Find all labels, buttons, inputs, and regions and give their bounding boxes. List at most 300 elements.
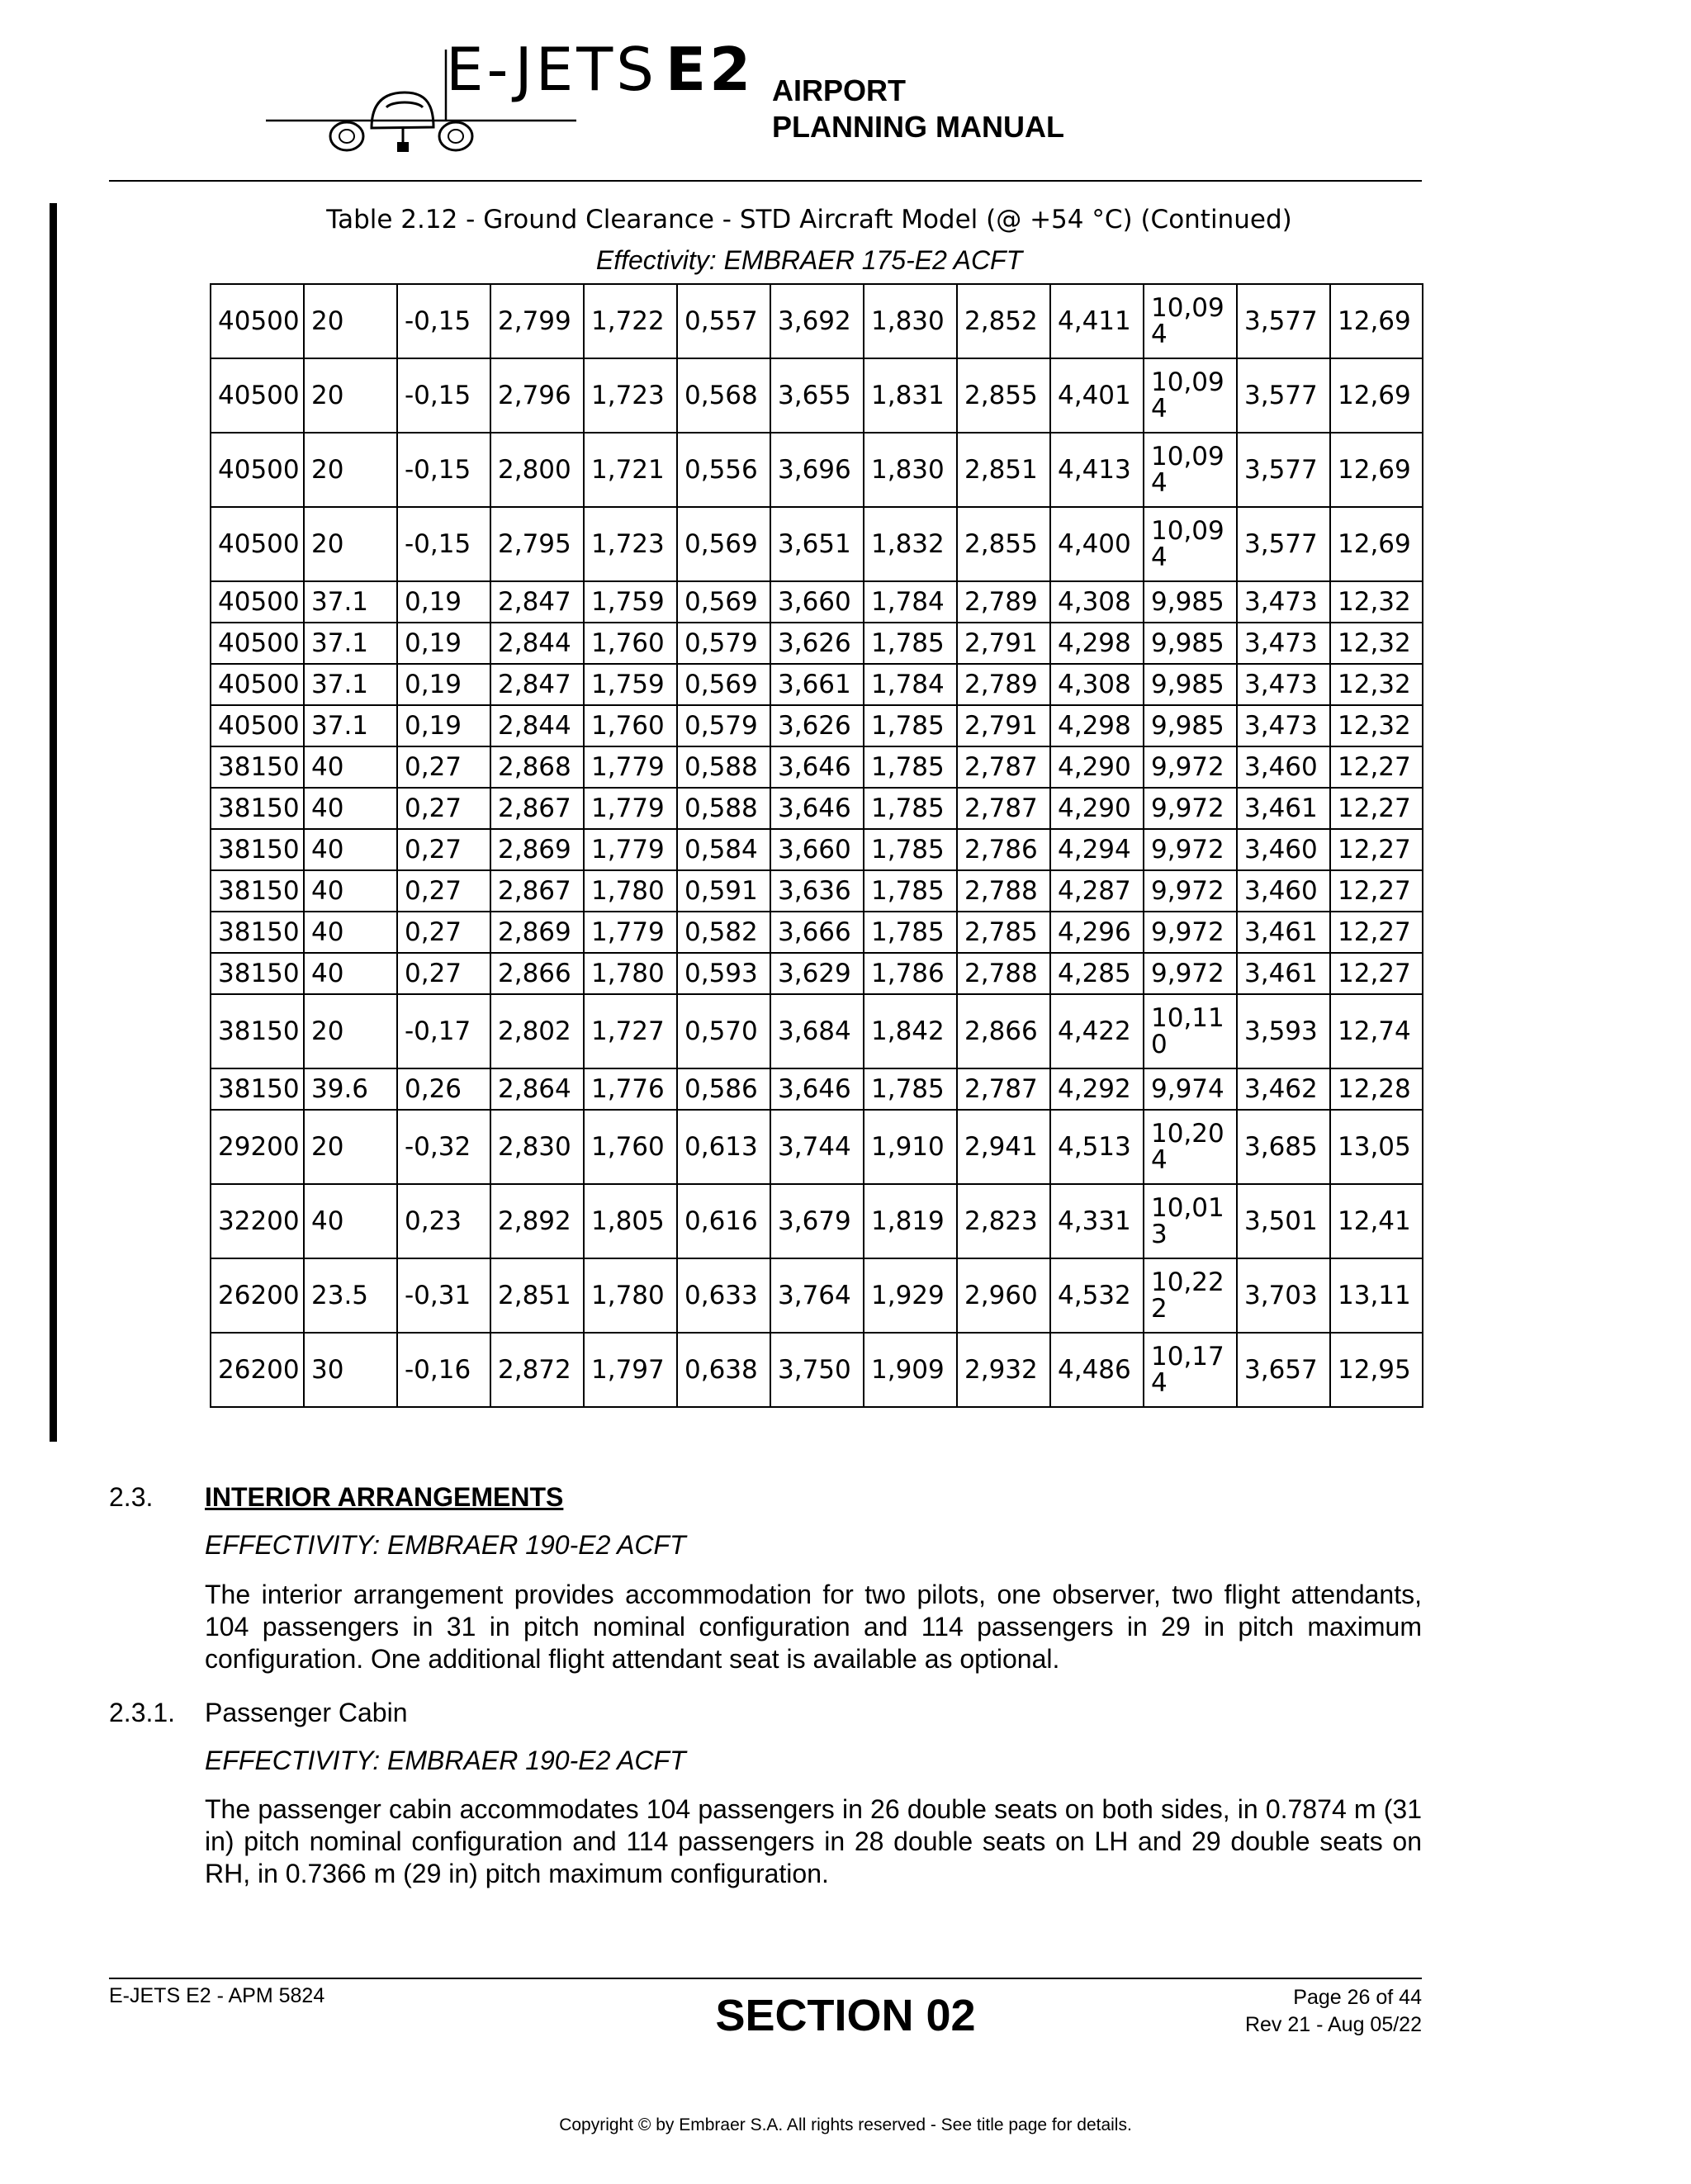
table-cell: 0,569	[677, 507, 770, 581]
table-cell: 40500	[211, 507, 304, 581]
table-cell: 2,869	[490, 912, 584, 953]
table-cell: 3,684	[770, 994, 864, 1068]
table-cell: 1,909	[864, 1333, 957, 1407]
table-cell: 38150	[211, 870, 304, 912]
table-cell: 1,832	[864, 507, 957, 581]
table-cell: 1,785	[864, 1068, 957, 1110]
table-cell: 1,830	[864, 284, 957, 358]
table-cell: 0,582	[677, 912, 770, 953]
table-cell: 1,779	[584, 829, 677, 870]
table-cell: 2,872	[490, 1333, 584, 1407]
table-row	[211, 581, 1423, 623]
table-cell: 12,74	[1330, 994, 1423, 1068]
table-cell: -0,15	[397, 507, 490, 581]
table-cell: 3,629	[770, 953, 864, 994]
table-cell	[1144, 1333, 1237, 1407]
table-cell: 3,461	[1237, 953, 1330, 994]
table-cell: 1,805	[584, 1184, 677, 1258]
table-cell-line: 10,09	[1151, 442, 1224, 471]
section-paragraph: The interior arrangement provides accommodation for two pilots, one observer, two flight attendants, 104 passengers in 31 in pitch nominal configuration and 114 passengers in 29 in pitch maximum configuration. One additional flight attendant seat is available as optional.	[205, 1580, 1422, 1674]
table-cell: 1,784	[864, 581, 957, 623]
table-cell: 1,786	[864, 953, 957, 994]
section-title: INTERIOR ARRANGEMENTS	[205, 1482, 564, 1512]
table-cell: 1,785	[864, 623, 957, 664]
table-cell: 3,696	[770, 433, 864, 507]
table-cell: 2,787	[957, 746, 1050, 788]
table-cell: 3,461	[1237, 912, 1330, 953]
table-cell: 4,298	[1050, 623, 1144, 664]
manual-title	[772, 73, 1064, 145]
table-cell: 9,972	[1144, 746, 1237, 788]
table-cell: 3,577	[1237, 284, 1330, 358]
table-cell: 9,972	[1144, 788, 1237, 829]
table-cell: 26200	[211, 1333, 304, 1407]
table-cell: 3,764	[770, 1258, 864, 1333]
table-cell: 12,41	[1330, 1184, 1423, 1258]
table-cell: 1,830	[864, 433, 957, 507]
table-cell: 3,661	[770, 664, 864, 705]
table-cell: 40	[304, 829, 397, 870]
table-cell: 1,785	[864, 870, 957, 912]
table-cell: 37.1	[304, 664, 397, 705]
table-cell: 0,584	[677, 829, 770, 870]
table-cell	[1144, 994, 1237, 1068]
table-cell: 1,760	[584, 623, 677, 664]
footer-divider	[109, 1978, 1422, 1979]
table-cell: 1,722	[584, 284, 677, 358]
table-cell-line: 10,20	[1151, 1119, 1224, 1149]
table-cell: 3,461	[1237, 788, 1330, 829]
table-cell: 2,844	[490, 705, 584, 746]
manual-title-line2: PLANNING MANUAL	[772, 110, 1064, 144]
table-cell	[1144, 358, 1237, 433]
table-row	[211, 433, 1423, 507]
table-cell: 2,795	[490, 507, 584, 581]
table-cell: 1,780	[584, 870, 677, 912]
table-cell: 12,69	[1330, 284, 1423, 358]
table-cell: 2,823	[957, 1184, 1050, 1258]
table-cell: 2,868	[490, 746, 584, 788]
table-cell: 1,785	[864, 912, 957, 953]
table-cell: 4,486	[1050, 1333, 1144, 1407]
table-cell: 2,787	[957, 788, 1050, 829]
table-cell: 20	[304, 507, 397, 581]
table-row	[211, 953, 1423, 994]
table-cell: 1,760	[584, 1110, 677, 1184]
table-cell: 3,462	[1237, 1068, 1330, 1110]
table-cell: 1,785	[864, 829, 957, 870]
table-row	[211, 1184, 1423, 1258]
table-cell: 12,27	[1330, 912, 1423, 953]
table-cell	[1144, 1184, 1237, 1258]
table-cell: 13,11	[1330, 1258, 1423, 1333]
table-cell: 3,460	[1237, 829, 1330, 870]
ground-clearance-table	[210, 283, 1423, 1408]
footer-page: Page 26 of 44	[1293, 1986, 1422, 2009]
table-cell: 4,308	[1050, 581, 1144, 623]
table-cell: 3,460	[1237, 746, 1330, 788]
table-cell: 38150	[211, 829, 304, 870]
table-cell: 9,985	[1144, 581, 1237, 623]
table-row	[211, 1068, 1423, 1110]
table-cell: 23.5	[304, 1258, 397, 1333]
table-cell: 4,290	[1050, 788, 1144, 829]
table-cell: 3,750	[770, 1333, 864, 1407]
table-cell-line: 4	[1151, 1145, 1168, 1175]
table-cell: 9,972	[1144, 912, 1237, 953]
table-cell: 40	[304, 788, 397, 829]
table-cell: -0,15	[397, 358, 490, 433]
table-cell: 1,785	[864, 705, 957, 746]
table-cell-line: 4	[1151, 542, 1168, 572]
table-cell: 2,851	[957, 433, 1050, 507]
table-cell: 12,27	[1330, 829, 1423, 870]
table-cell: 0,569	[677, 581, 770, 623]
table-cell: -0,15	[397, 284, 490, 358]
table-caption: Table 2.12 - Ground Clearance - STD Aircraft Model (@ +54 °C) (Continued)	[326, 205, 1292, 235]
table-cell: 3,692	[770, 284, 864, 358]
table-cell: 1,784	[864, 664, 957, 705]
table-cell: 3,626	[770, 705, 864, 746]
table-cell: 38150	[211, 1068, 304, 1110]
table-cell: 12,27	[1330, 870, 1423, 912]
table-cell: 1,759	[584, 581, 677, 623]
table-cell: 38150	[211, 746, 304, 788]
manual-title-line1: AIRPORT	[772, 73, 906, 107]
table-cell: 9,972	[1144, 953, 1237, 994]
table-cell: 3,473	[1237, 664, 1330, 705]
table-cell	[1144, 1258, 1237, 1333]
footer-section: SECTION 02	[715, 1991, 976, 2040]
table-cell: 1,759	[584, 664, 677, 705]
table-cell: 2,800	[490, 433, 584, 507]
table-cell: 4,400	[1050, 507, 1144, 581]
table-cell: 38150	[211, 994, 304, 1068]
table-cell-line: 10,09	[1151, 293, 1224, 323]
table-cell: 3,473	[1237, 623, 1330, 664]
table-cell: 20	[304, 433, 397, 507]
table-cell: 3,501	[1237, 1184, 1330, 1258]
table-cell: 12,32	[1330, 705, 1423, 746]
subsection-number: 2.3.1.	[109, 1698, 176, 1727]
table-cell: 2,789	[957, 581, 1050, 623]
table-cell: 2,867	[490, 870, 584, 912]
table-cell: 1,760	[584, 705, 677, 746]
table-cell: 32200	[211, 1184, 304, 1258]
table-cell: 3,660	[770, 581, 864, 623]
table-cell: 40500	[211, 581, 304, 623]
table-cell: 20	[304, 994, 397, 1068]
table-cell: 40500	[211, 358, 304, 433]
table-cell: 0,27	[397, 953, 490, 994]
table-cell	[1144, 284, 1237, 358]
table-cell: 1,842	[864, 994, 957, 1068]
table-cell: 2,796	[490, 358, 584, 433]
table-row	[211, 664, 1423, 705]
table-cell-line: 10,01	[1151, 1193, 1224, 1223]
table-cell: 3,577	[1237, 358, 1330, 433]
table-cell: 3,703	[1237, 1258, 1330, 1333]
table-cell: 40	[304, 870, 397, 912]
table-cell: 4,285	[1050, 953, 1144, 994]
table-cell: 12,27	[1330, 746, 1423, 788]
table-cell: 3,473	[1237, 705, 1330, 746]
table-cell: 2,851	[490, 1258, 584, 1333]
table-cell: 2,802	[490, 994, 584, 1068]
footer-doc-id: E-JETS E2 - APM 5824	[109, 1984, 325, 2007]
table-cell: 4,287	[1050, 870, 1144, 912]
table-cell: 0,570	[677, 994, 770, 1068]
table-cell: 4,401	[1050, 358, 1144, 433]
table-cell: 12,27	[1330, 953, 1423, 994]
table-cell: 2,941	[957, 1110, 1050, 1184]
table-cell: 2,799	[490, 284, 584, 358]
table-row	[211, 870, 1423, 912]
table-cell: 40500	[211, 705, 304, 746]
table-cell: 3,685	[1237, 1110, 1330, 1184]
table-cell: 0,569	[677, 664, 770, 705]
subsection-paragraph: The passenger cabin accommodates 104 passengers in 26 double seats on both sides, in 0.7874 m (31 in) pitch nominal configuration and 114 passengers in 28 double seats on LH and 29 double seats on RH, in 0.7366 m (29 in) pitch maximum configuration.	[205, 1794, 1422, 1888]
table-cell: 4,532	[1050, 1258, 1144, 1333]
table-cell: 9,974	[1144, 1068, 1237, 1110]
footer-page-info	[1245, 1984, 1422, 2039]
copyright-notice: Copyright © by Embraer S.A. All rights reserved - See title page for details.	[559, 2115, 1132, 2134]
table-cell: 1,779	[584, 912, 677, 953]
table-cell: 0,588	[677, 788, 770, 829]
table-row	[211, 623, 1423, 664]
table-cell: 0,27	[397, 829, 490, 870]
table-cell: 2,960	[957, 1258, 1050, 1333]
table-cell-line: 4	[1151, 1368, 1168, 1398]
table-row	[211, 994, 1423, 1068]
table-cell: 9,972	[1144, 829, 1237, 870]
table-cell: 40	[304, 1184, 397, 1258]
table-cell: 2,788	[957, 870, 1050, 912]
table-cell: 2,847	[490, 664, 584, 705]
table-cell: 12,69	[1330, 507, 1423, 581]
table-cell: 3,646	[770, 746, 864, 788]
table-cell: 2,852	[957, 284, 1050, 358]
table-cell: 12,32	[1330, 623, 1423, 664]
table-cell: 3,460	[1237, 870, 1330, 912]
table-cell: 2,892	[490, 1184, 584, 1258]
table-cell: 1,780	[584, 953, 677, 994]
header-divider	[109, 180, 1422, 182]
table-cell: 2,866	[957, 994, 1050, 1068]
section-effectivity: EFFECTIVITY: EMBRAER 190-E2 ACFT	[205, 1530, 686, 1560]
table-cell: 3,679	[770, 1184, 864, 1258]
table-cell: 1,785	[864, 788, 957, 829]
table-cell: 2,864	[490, 1068, 584, 1110]
table-cell: 3,660	[770, 829, 864, 870]
table-cell-line: 4	[1151, 320, 1168, 349]
table-row	[211, 746, 1423, 788]
table-cell: 39.6	[304, 1068, 397, 1110]
table-cell: 12,32	[1330, 664, 1423, 705]
table-cell: 0,27	[397, 870, 490, 912]
table-cell: 2,791	[957, 623, 1050, 664]
footer-revision: Rev 21 - Aug 05/22	[1244, 2013, 1422, 2036]
table-cell: 9,972	[1144, 870, 1237, 912]
table-cell: 0,638	[677, 1333, 770, 1407]
table-cell: 9,985	[1144, 705, 1237, 746]
table-cell: 0,27	[397, 746, 490, 788]
table-row	[211, 788, 1423, 829]
table-cell: 2,844	[490, 623, 584, 664]
table-cell: -0,17	[397, 994, 490, 1068]
table-cell: 0,19	[397, 705, 490, 746]
table-cell: 0,19	[397, 581, 490, 623]
table-cell: 1,797	[584, 1333, 677, 1407]
table-cell: 3,655	[770, 358, 864, 433]
table-cell-line: 2	[1151, 1294, 1168, 1324]
table-cell: 2,785	[957, 912, 1050, 953]
table-cell: 9,985	[1144, 664, 1237, 705]
section-number: 2.3.	[109, 1482, 154, 1512]
table-cell-line: 10,17	[1151, 1342, 1224, 1372]
table-cell: 2,867	[490, 788, 584, 829]
table-cell: 2,789	[957, 664, 1050, 705]
table-cell-line: 10,11	[1151, 1003, 1224, 1033]
table-cell: 9,985	[1144, 623, 1237, 664]
table-cell-line: 3	[1151, 1220, 1168, 1249]
table-cell: 0,19	[397, 623, 490, 664]
table-row	[211, 358, 1423, 433]
table-cell: 2,786	[957, 829, 1050, 870]
table-cell: 0,557	[677, 284, 770, 358]
table-cell: 0,27	[397, 912, 490, 953]
table-cell: 40500	[211, 664, 304, 705]
table-cell: 20	[304, 358, 397, 433]
table-cell: -0,16	[397, 1333, 490, 1407]
table-cell: 2,869	[490, 829, 584, 870]
table-cell: 12,28	[1330, 1068, 1423, 1110]
table-cell-line: 0	[1151, 1030, 1168, 1059]
table-cell: 4,298	[1050, 705, 1144, 746]
table-cell: 0,556	[677, 433, 770, 507]
table-cell: 4,422	[1050, 994, 1144, 1068]
table-row	[211, 1333, 1423, 1407]
table-cell: 0,586	[677, 1068, 770, 1110]
table-cell: 1,929	[864, 1258, 957, 1333]
table-cell: 1,779	[584, 746, 677, 788]
table-row	[211, 912, 1423, 953]
table-cell: 0,588	[677, 746, 770, 788]
table-cell: 0,27	[397, 788, 490, 829]
table-cell	[1144, 507, 1237, 581]
table-cell: 3,744	[770, 1110, 864, 1184]
table-row	[211, 1110, 1423, 1184]
table-cell: 1,727	[584, 994, 677, 1068]
table-cell: 4,308	[1050, 664, 1144, 705]
table-cell: -0,32	[397, 1110, 490, 1184]
table-cell: 0,616	[677, 1184, 770, 1258]
table-cell: 0,26	[397, 1068, 490, 1110]
table-cell: 37.1	[304, 705, 397, 746]
table-cell: 40	[304, 953, 397, 994]
table-cell: 3,593	[1237, 994, 1330, 1068]
table-cell: 3,473	[1237, 581, 1330, 623]
table-cell: 29200	[211, 1110, 304, 1184]
table-cell: 12,69	[1330, 433, 1423, 507]
table-cell: 38150	[211, 953, 304, 994]
table-cell	[1144, 1110, 1237, 1184]
revision-change-bar	[50, 203, 57, 1442]
table-cell: 1,780	[584, 1258, 677, 1333]
table-cell: 40	[304, 746, 397, 788]
table-cell: 4,411	[1050, 284, 1144, 358]
subsection-effectivity: EFFECTIVITY: EMBRAER 190-E2 ACFT	[205, 1746, 686, 1775]
table-cell: 1,776	[584, 1068, 677, 1110]
table-cell: 0,579	[677, 623, 770, 664]
table-cell: 3,666	[770, 912, 864, 953]
table-cell: 1,831	[864, 358, 957, 433]
table-cell-line: 10,09	[1151, 516, 1224, 546]
table-row	[211, 507, 1423, 581]
table-cell: 2,847	[490, 581, 584, 623]
table-cell: 0,23	[397, 1184, 490, 1258]
table-cell: 3,646	[770, 788, 864, 829]
table-cell: 26200	[211, 1258, 304, 1333]
table-cell: 4,290	[1050, 746, 1144, 788]
table-row	[211, 1258, 1423, 1333]
table-cell: 0,579	[677, 705, 770, 746]
table-cell: 20	[304, 284, 397, 358]
table-cell: 3,626	[770, 623, 864, 664]
table-cell: 38150	[211, 912, 304, 953]
brand-name: E-JETS	[446, 35, 657, 104]
table-cell: 4,331	[1050, 1184, 1144, 1258]
table-cell: 1,779	[584, 788, 677, 829]
table-cell: 12,69	[1330, 358, 1423, 433]
table-row	[211, 284, 1423, 358]
table-cell: 30	[304, 1333, 397, 1407]
table-cell: 1,723	[584, 358, 677, 433]
table-cell: 3,651	[770, 507, 864, 581]
table-cell: 2,932	[957, 1333, 1050, 1407]
table-cell: 4,513	[1050, 1110, 1144, 1184]
table-cell: 2,791	[957, 705, 1050, 746]
table-cell: 12,32	[1330, 581, 1423, 623]
table-cell: 2,866	[490, 953, 584, 994]
table-cell: 3,646	[770, 1068, 864, 1110]
brand-suffix: E2	[665, 35, 755, 104]
brand-logotype	[446, 35, 754, 104]
table-cell: 3,577	[1237, 507, 1330, 581]
table-cell: 0,19	[397, 664, 490, 705]
table-cell: 3,657	[1237, 1333, 1330, 1407]
table-cell: 38150	[211, 788, 304, 829]
table-cell: 1,785	[864, 746, 957, 788]
table-cell: 0,591	[677, 870, 770, 912]
table-cell: 1,910	[864, 1110, 957, 1184]
table-cell: 3,636	[770, 870, 864, 912]
table-cell-line: 10,09	[1151, 367, 1224, 397]
table-cell: 0,633	[677, 1258, 770, 1333]
table-cell: 1,721	[584, 433, 677, 507]
subsection-title: Passenger Cabin	[205, 1698, 408, 1727]
table-cell-line: 4	[1151, 394, 1168, 424]
table-cell: 37.1	[304, 623, 397, 664]
table-cell: 40	[304, 912, 397, 953]
table-cell: 2,855	[957, 507, 1050, 581]
table-cell: 2,855	[957, 358, 1050, 433]
table-cell: -0,15	[397, 433, 490, 507]
table-cell: 4,294	[1050, 829, 1144, 870]
table-cell: 4,296	[1050, 912, 1144, 953]
table-cell: 0,613	[677, 1110, 770, 1184]
table-row	[211, 705, 1423, 746]
